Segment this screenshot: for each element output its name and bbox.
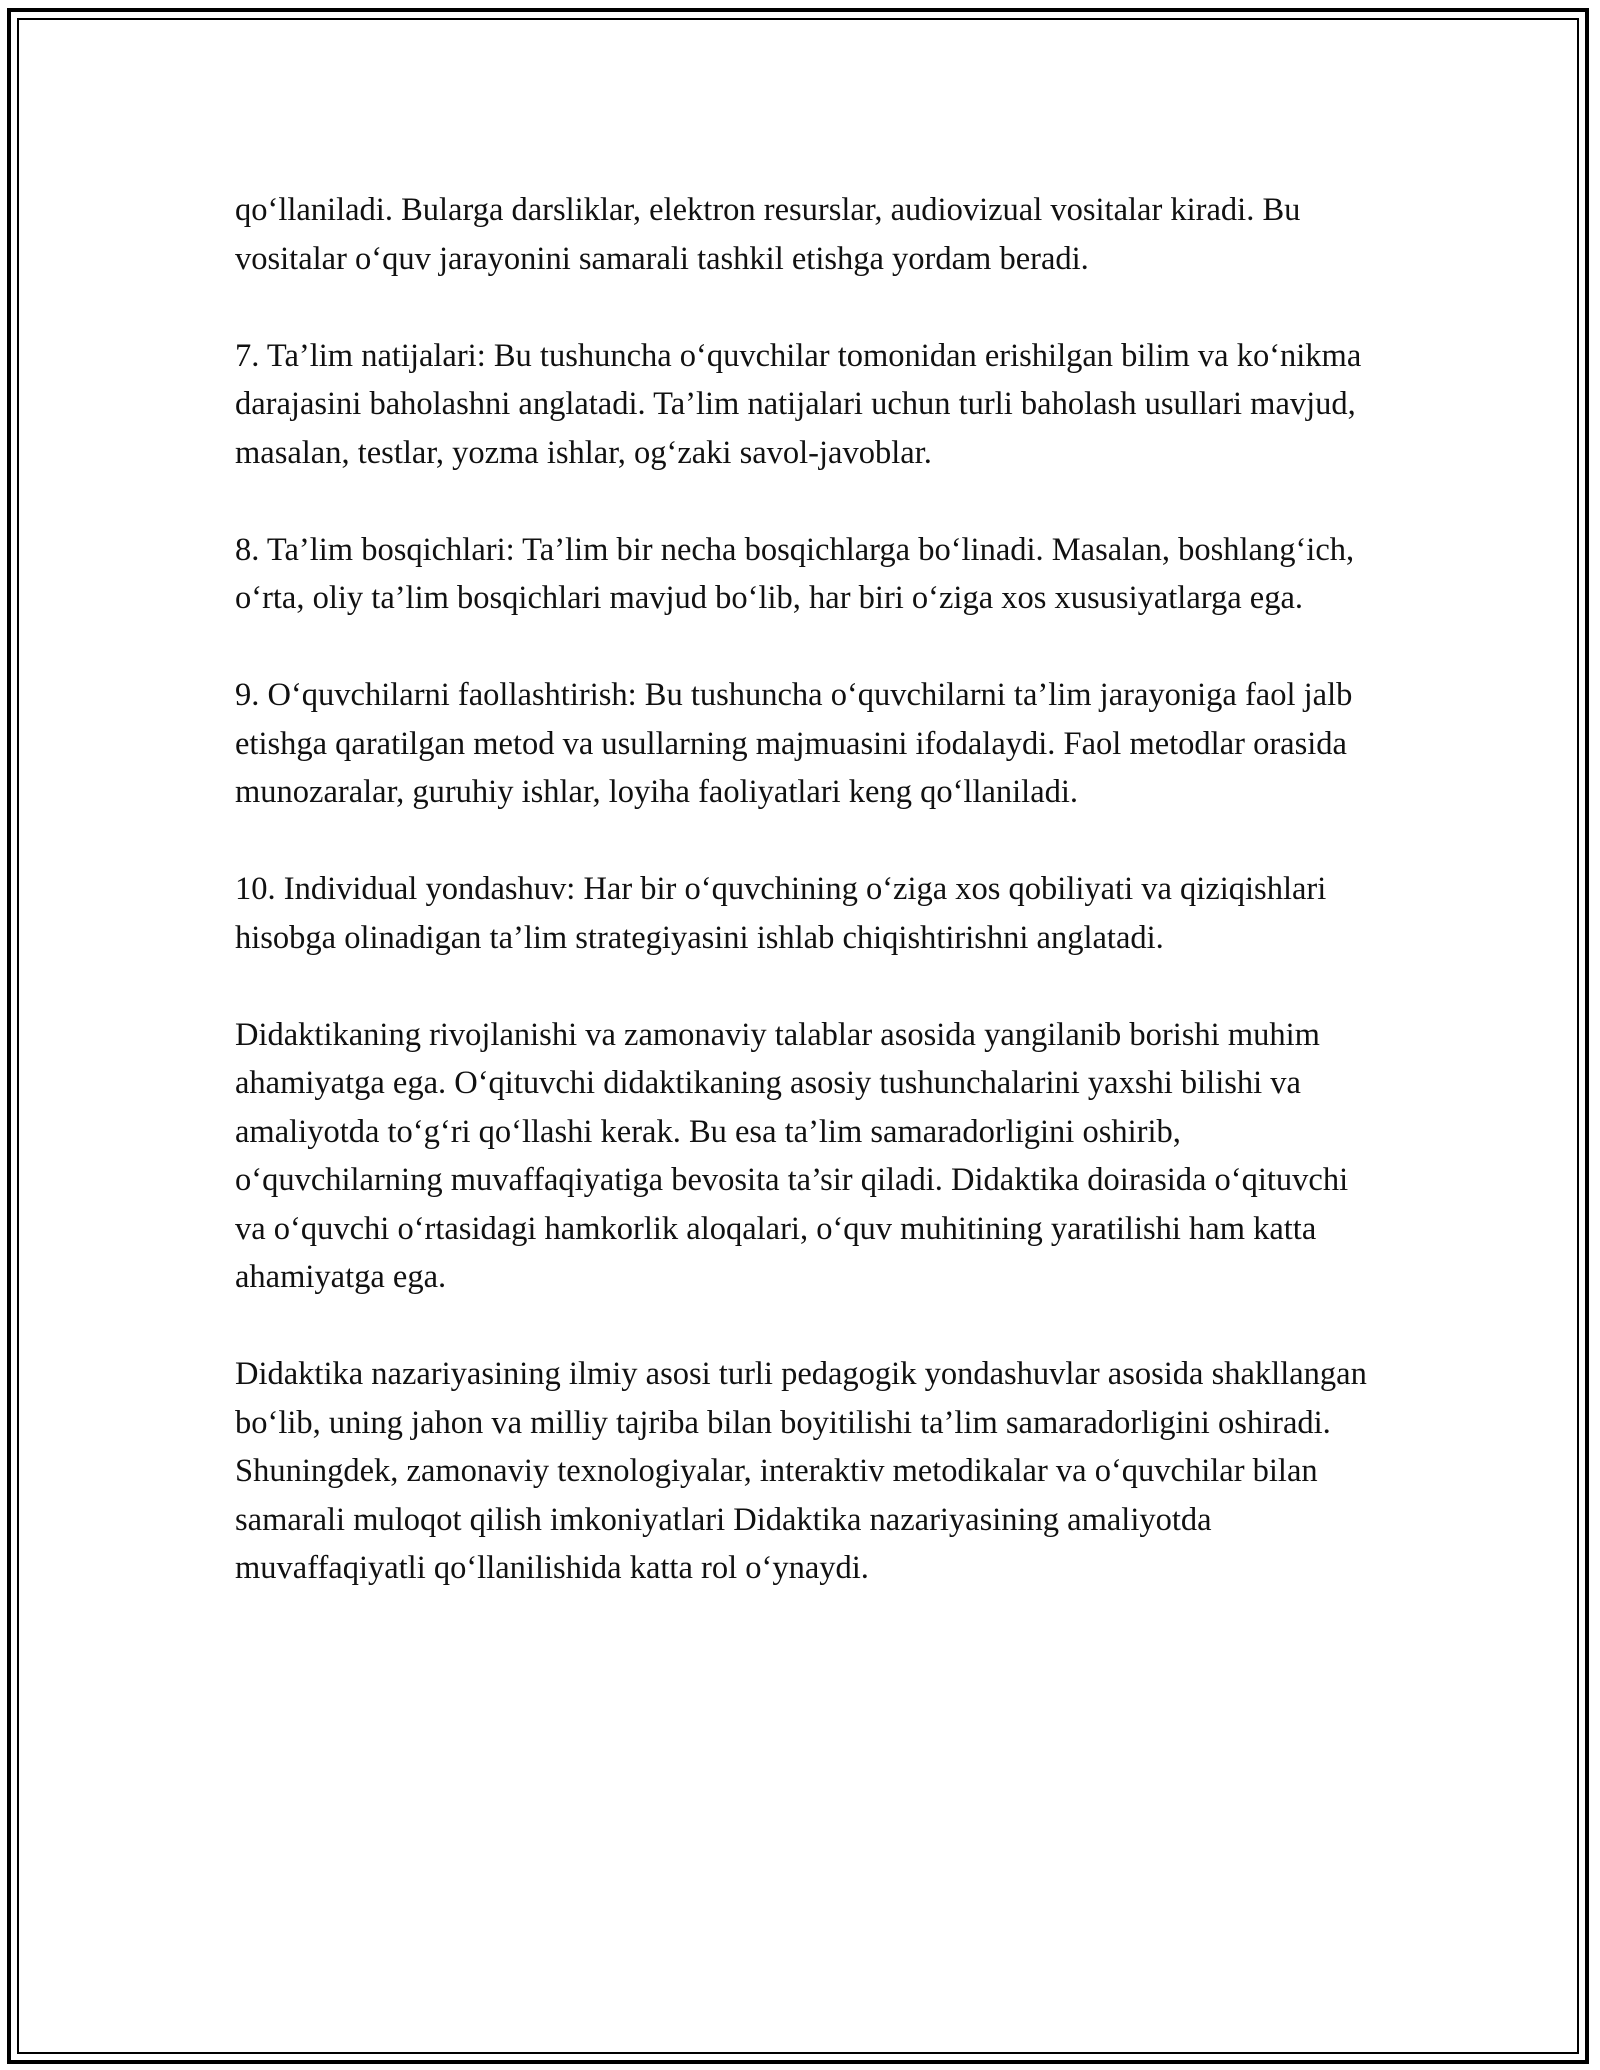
paragraph-item-10: 10. Individual yondashuv: Har bir o‘quvchining o‘ziga xos qobiliyati va qiziqishlari hisobga olinadigan ta’lim strategiyasini ishlab chiqishtirishni anglatadi.	[235, 871, 1327, 956]
paragraph-item-9: 9. O‘quvchilarni faollashtirish: Bu tushuncha o‘quvchilarni ta’lim jarayoniga faol jalb etishga qaratilgan metod va usullarning majmuasini ifodalaydi. Faol metodlar orasida munozaralar, guruhiy ishlar, loyiha faoliyatlari keng qo‘llaniladi.	[235, 677, 1353, 810]
paragraph-item-8: 8. Ta’lim bosqichlari: Ta’lim bir necha bosqichlarga bo‘linadi. Masalan, boshlang‘ich, o‘rta, oliy ta’lim bosqichlari mavjud bo‘lib, har biri o‘ziga xos xususiyatlarga ega.	[235, 531, 1355, 616]
paragraph-conclusion-2: Didaktika nazariyasining ilmiy asosi turli pedagogik yondashuvlar asosida shakllangan bo‘lib, uning jahon va milliy tajriba bilan boyitilishi ta’lim samaradorligini oshiradi. Shuningdek, zamonaviy texnologiyalar, interaktiv metodikalar va o‘quvchilar bilan samarali muloqot qilish imkoniyatlari Didaktika nazariyasining amaliyotda muvaffaqiyatli qo‘llanilishida katta rol o‘ynaydi.	[235, 1356, 1367, 1586]
paragraph-item-7: 7. Ta’lim natijalari: Bu tushuncha o‘quvchilar tomonidan erishilgan bilim va ko‘nikma darajasini baholashni anglatadi. Ta’lim natijalari uchun turli baholash usullari mavjud, masalan, testlar, yozma ishlar, og‘zaki savol-javoblar.	[235, 337, 1362, 471]
paragraph-continuation: qo‘llaniladi. Bularga darsliklar, elektron resurslar, audiovizual vositalar kiradi. Bu vositalar o‘quv jarayonini samarali tashkil etishga yordam beradi.	[235, 192, 1301, 277]
document-body	[235, 186, 1375, 1641]
paragraph-conclusion-1: Didaktikaning rivojlanishi va zamonaviy talablar asosida yangilanib borishi muhim ahamiyatga ega. O‘qituvchi didaktikaning asosiy tushunchalarini yaxshi bilishi va amaliyotda to‘g‘ri qo‘llashi kerak. Bu esa ta’lim samaradorligini oshirib, o‘quvchilarning muvaffaqiyatiga bevosita ta’sir qiladi. Didaktika doirasida o‘qituvchi va o‘quvchi o‘rtasidagi hamkorlik aloqalari, o‘quv muhitining yaratilishi ham katta ahamiyatga ega.	[235, 1016, 1349, 1295]
